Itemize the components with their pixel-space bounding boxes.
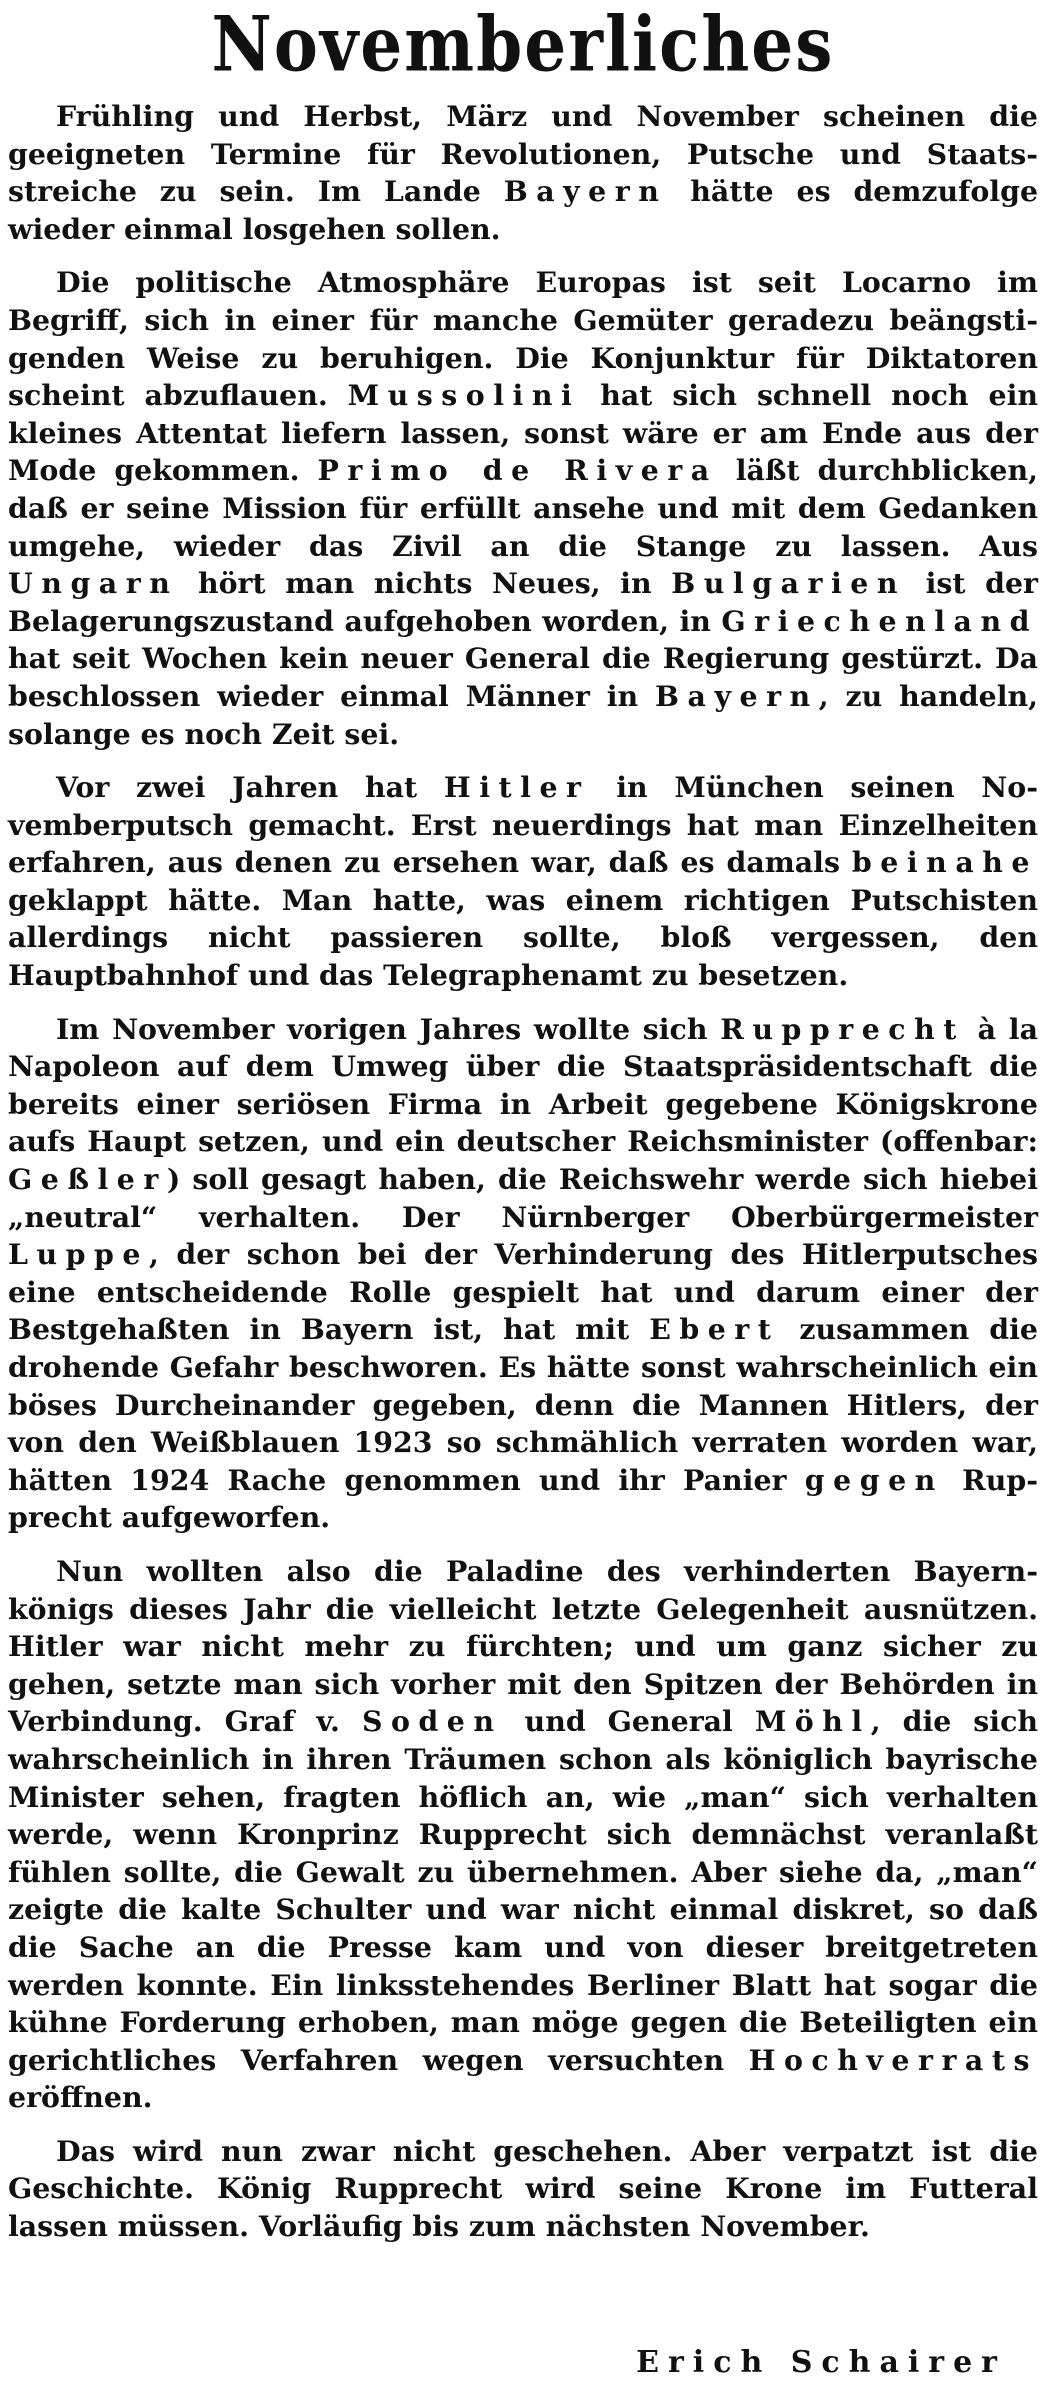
text-run: , der schon bei der Verhinderung des Hitlerputsches eine entscheidende Rolle gespielt hat und darum einer der Bestgehaßten in Bayern ist, hat mit: [8, 1237, 1038, 1347]
paragraph-3: [8, 769, 1038, 995]
text-run: hätte es demzufolge wieder einmal losgehen sollen.: [8, 174, 1039, 246]
article-headline: Novemberliches: [211, 0, 835, 89]
text-run: , zu handeln, solange es noch Zeit sei.: [8, 678, 1039, 751]
article-body: [8, 98, 1038, 2262]
text-run: hat sich schnell noch ein kleines Attentat liefern lassen, sonst wäre er am Ende aus der Mode gekommen.: [8, 378, 1038, 488]
paragraph-6: [8, 2133, 1038, 2246]
emphasized-name: Hochverrats: [748, 2042, 1038, 2077]
text-run: à la Napoleon auf dem Umweg über die Staatspräsidentschaft die bereits einer seriösen Firma in Arbeit gegebene Königskrone aufs Haupt setzen, und ein deutscher Reichsminister (offenbar:: [8, 1011, 1038, 1159]
text-run: in München seinen Novemberputsch gemacht. Erst neuerdings hat man Einzelheiten erfahren, aus denen zu ersehen war, daß es damals: [8, 770, 1038, 880]
text-run: Rupprecht aufgeworfen.: [8, 1462, 1038, 1535]
emphasized-name: Mussolini: [347, 378, 581, 413]
emphasized-name: Ungarn: [8, 566, 179, 601]
emphasized-name: gegen: [804, 1462, 944, 1497]
text-run: eröffnen.: [8, 2080, 153, 2115]
emphasized-name: Geßler: [8, 1162, 167, 1197]
emphasized-name: Möhl: [754, 1704, 871, 1739]
text-run: Die politische Atmosphäre Europas ist seit Locarno im Begriff, sich in einer für manche Gemüter geradezu beängstigenden Weise zu beruhigen. Die Konjunktur für Diktatoren scheint abzuflauen.: [8, 265, 1038, 413]
emphasized-name: Luppe: [8, 1237, 149, 1272]
emphasized-name: Bayern: [503, 174, 668, 209]
emphasized-name: Hitler: [443, 770, 590, 805]
author-signature: Erich Schairer: [636, 2345, 1006, 2380]
text-run: hört man nichts Neues, in: [178, 566, 672, 601]
text-run: hat seit Wochen kein neuer General die Regierung gestürzt. Da beschlossen wieder einmal Männer in: [8, 641, 1038, 713]
emphasized-name: Griechenland: [721, 603, 1038, 638]
text-run: ist der Belagerungszustand aufgehoben worden, in: [8, 566, 1038, 638]
text-run: Frühling und Herbst, März und November scheinen die geeigneten Termine für Revolutionen, Putsche und Staatsstreiche zu sein. Im Lande: [8, 99, 1038, 209]
text-run: läßt durchblicken, daß er seine Mission für erfüllt ansehe und mit dem Gedanken umgehe, wieder das Zivil an die Stange zu lassen. Aus: [8, 453, 1038, 563]
emphasized-name: Bayern: [655, 678, 819, 713]
emphasized-name: beinahe: [851, 845, 1038, 880]
text-run: , die sich wahrscheinlich in ihren Träumen schon als königlich bayrische Minister sehen, fragten höflich an, wie „man“ sich verhalten werde, wenn Kronprinz Rupprecht sich demnächst veranlaßt fühlen sollte, die Gewalt zu übernehmen. Aber siehe da, „man“ zeigte die kalte Schulter und war nicht einmal diskret, so daß die Sache an die Presse kam und von dieser breitgetreten werden konnte. Ein linksstehendes Berliner Blatt hat sogar die kühne Forderung erhoben, man möge gegen die Beteiligten ein gerichtliches Verfahren wegen versuchten: [8, 1704, 1038, 2077]
emphasized-name: Soden: [361, 1704, 503, 1739]
emphasized-name: Primo de Rivera: [317, 453, 718, 488]
text-run: zusammen die drohende Gefahr beschworen. Es hätte sonst wahrscheinlich ein böses Durcheinander gegeben, denn die Mannen Hitlers, der von den Weißblauen 1923 so schmählich verraten worden war, hätten 1924 Rache genommen und ihr Panier: [8, 1312, 1038, 1497]
paragraph-4: [8, 1011, 1038, 1537]
emphasized-name: Rupprecht: [720, 1011, 965, 1046]
text-run: Nun wollten also die Paladine des verhinderten Bayernkönigs dieses Jahr die vielleicht letzte Gelegenheit ausnützen. Hitler war nicht mehr zu fürchten; und um ganz sicher zu gehen, setzte man sich vorher mit den Spitzen der Behörden in Verbindung. Graf v.: [8, 1553, 1038, 1739]
paragraph-2: [8, 264, 1038, 753]
text-run: geklappt hätte. Man hatte, was einem richtigen Putschisten allerdings nicht passieren sollte, bloß vergessen, den Hauptbahnhof und das Telegraphenamt zu besetzen.: [8, 882, 1038, 993]
text-run: Das wird nun zwar nicht geschehen. Aber verpatzt ist die Geschichte. König Rupprecht wird seine Krone im Futteral lassen müssen. Vorläufig bis zum nächsten November.: [8, 2133, 1038, 2244]
text-run: ) soll gesagt haben, die Reichswehr werde sich hiebei „neutral“ verhalten. Der Nürnberger Oberbürgermeister: [8, 1162, 1038, 1234]
paragraph-5: [8, 1553, 1038, 2117]
paragraph-1: [8, 98, 1038, 248]
text-run: Vor zwei Jahren hat: [56, 770, 444, 805]
emphasized-name: Ebert: [649, 1312, 780, 1347]
emphasized-name: Bulgarien: [671, 566, 907, 601]
text-run: und General: [502, 1704, 755, 1739]
text-run: Im November vorigen Jahres wollte sich: [56, 1011, 721, 1046]
